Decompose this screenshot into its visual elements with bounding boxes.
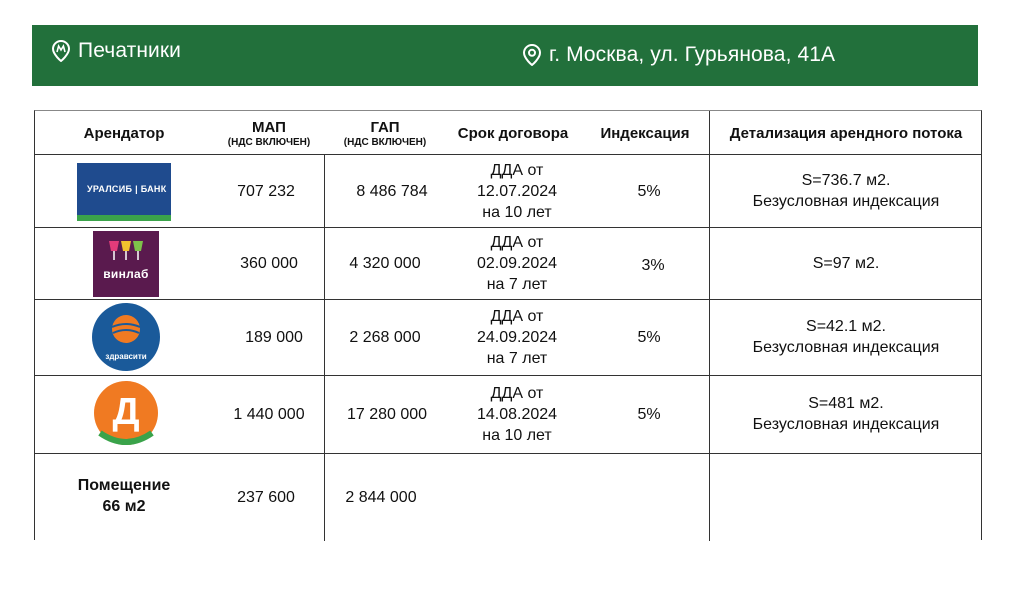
row-4-map: 1 440 000: [233, 405, 305, 423]
row-divider: [35, 453, 981, 454]
header-gap-label: ГАП: [370, 118, 400, 136]
row-3-map: 189 000: [245, 328, 303, 346]
row-3-term-date: 24.09.2024: [476, 328, 558, 346]
row-4-indexation-note: Безусловная индексация: [752, 416, 940, 433]
premises-label: Помещение: [77, 477, 171, 494]
location-pin-icon: [523, 44, 541, 66]
zdravcity-logo-text: здравсити: [105, 352, 147, 361]
row-1-map: 707 232: [237, 182, 295, 200]
row-1-detail: [709, 155, 983, 227]
dixy-logo: [92, 381, 160, 449]
header-term-label: Срок договора: [457, 124, 569, 142]
row-3-term: [445, 299, 589, 375]
header-term: [445, 111, 581, 155]
header-gap: [325, 111, 445, 155]
header-map: [213, 111, 325, 155]
row-3-indexation-note: Безусловная индексация: [752, 339, 940, 356]
row-1-gap: 8 486 784: [356, 182, 428, 200]
header-index-label: Индексация: [600, 124, 690, 142]
header-detail: [709, 111, 983, 155]
wine-glasses-icon: [93, 233, 159, 269]
metro-station: [52, 39, 181, 63]
address-text: г. Москва, ул. Гурьянова, 41А: [549, 43, 836, 66]
row-1-term: [445, 155, 589, 227]
dixy-logo-letter: Д: [112, 391, 140, 433]
row-4-gap: 17 280 000: [346, 405, 428, 423]
row-4-term: [445, 375, 589, 453]
header-map-label: МАП: [252, 118, 286, 136]
header-banner: [32, 25, 978, 86]
row-1-term-line: ДДА от: [490, 161, 544, 179]
header-map-sub: (НДС ВКЛЮЧЕН): [227, 136, 311, 148]
row-2-detail: [709, 227, 983, 299]
header-gap-sub: (НДС ВКЛЮЧЕН): [343, 136, 427, 148]
row-2-term-duration: на 7 лет: [486, 275, 548, 293]
row-1-term-duration: на 10 лет: [482, 203, 552, 221]
row-4-term-duration: на 10 лет: [482, 426, 552, 444]
tenants-table: [34, 110, 982, 540]
metro-pin-icon: [52, 40, 70, 62]
row-2-term-line: ДДА от: [490, 233, 544, 251]
header-detail-label: Детализация арендного потока: [729, 124, 963, 142]
row-2-gap: 4 320 000: [349, 254, 421, 272]
row-3-term-duration: на 7 лет: [486, 349, 548, 367]
row-1-term-date: 12.07.2024: [476, 182, 558, 200]
row-4-index: 5%: [637, 405, 661, 423]
row-4-term-date: 14.08.2024: [476, 405, 558, 423]
row-3-detail: [709, 299, 983, 375]
row-2-index: 3%: [641, 256, 665, 274]
row-4-area: S=481 м2.: [808, 395, 884, 412]
row-5-tenant: [35, 465, 213, 527]
header-index: [581, 111, 709, 155]
premises-area: 66 м2: [102, 498, 146, 515]
metro-name: Печатники: [78, 39, 181, 62]
row-2-map: 360 000: [240, 254, 298, 272]
vinlab-logo-text: винлаб: [103, 267, 149, 281]
row-1-index: 5%: [637, 182, 661, 200]
row-2-term-date: 02.09.2024: [476, 254, 558, 272]
row-3-index: 5%: [637, 328, 661, 346]
uralsib-logo-text: УРАЛСИБ | БАНК: [87, 184, 167, 194]
zdravcity-logo: [92, 303, 160, 371]
header-tenant: [35, 111, 213, 155]
row-1-indexation-note: Безусловная индексация: [752, 193, 940, 210]
table-header: [35, 111, 981, 155]
row-4-term-line: ДДА от: [490, 384, 544, 402]
row-1-area: S=736.7 м2.: [801, 172, 891, 189]
row-5-gap: 2 844 000: [345, 489, 417, 506]
row-4-detail: [709, 375, 983, 453]
vinlab-logo: [93, 231, 159, 297]
row-3-area: S=42.1 м2.: [806, 318, 886, 335]
address: [523, 43, 835, 67]
uralsib-logo: [77, 163, 171, 221]
header-tenant-label: Арендатор: [83, 124, 165, 142]
row-5-map: 237 600: [237, 489, 295, 506]
row-3-gap: 2 268 000: [349, 328, 421, 346]
row-2-area: S=97 м2.: [812, 254, 880, 272]
uralsib-logo-stripe: [77, 215, 171, 221]
row-3-term-line: ДДА от: [490, 307, 544, 325]
row-2-term: [445, 227, 589, 299]
